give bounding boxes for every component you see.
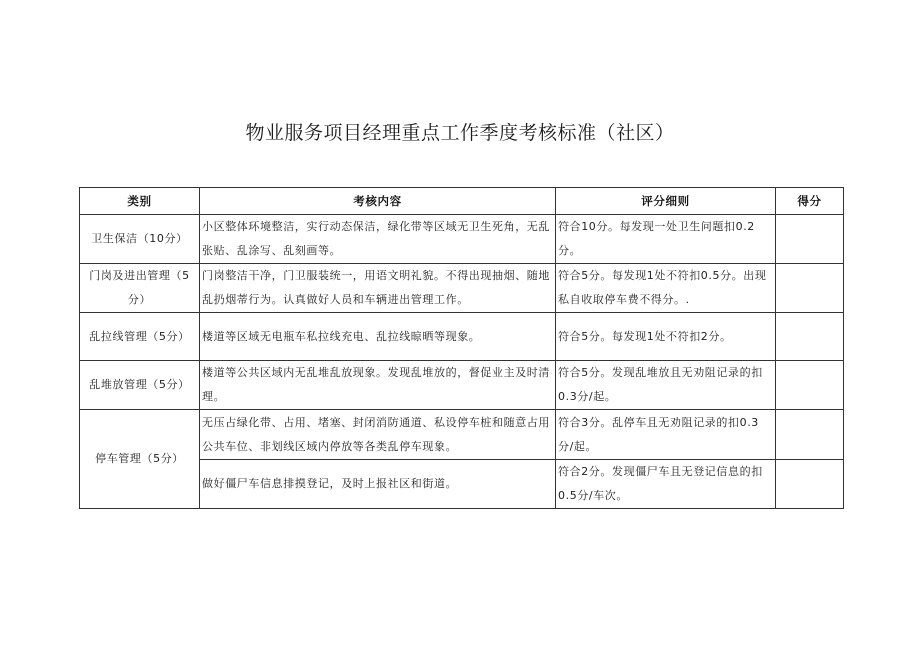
score-cell xyxy=(776,410,844,460)
score-cell xyxy=(776,361,844,410)
table-row xyxy=(80,313,844,361)
content-cell: 做好僵尸车信息排摸登记，及时上报社区和街道。 xyxy=(200,460,556,509)
category-cell: 门岗及进出管理（5分） xyxy=(80,264,200,313)
content-cell: 门岗整洁干净，门卫服装统一，用语文明礼貌。不得出现抽烟、随地乱扔烟蒂行为。认真做好人员和车辆进出管理工作。 xyxy=(200,264,556,313)
content-cell: 楼道等公共区域内无乱堆乱放现象。发现乱堆放的，督促业主及时清理。 xyxy=(200,361,556,410)
scoring-cell: 符合5分。发现乱堆放且无劝阻记录的扣0.3分/起。 xyxy=(556,361,776,410)
scoring-cell: 符合2分。发现僵尸车且无登记信息的扣0.5分/车次。 xyxy=(556,460,776,509)
header-content: 考核内容 xyxy=(200,188,556,215)
score-cell xyxy=(776,313,844,361)
assessment-table xyxy=(79,187,844,509)
scoring-cell: 符合5分。每发现1处不符扣0.5分。出现私自收取停车费不得分。. xyxy=(556,264,776,313)
table-row xyxy=(80,361,844,410)
category-cell: 乱拉线管理（5分） xyxy=(80,313,200,361)
score-cell xyxy=(776,460,844,509)
scoring-cell: 符合10分。每发现一处卫生问题扣0.2分。 xyxy=(556,215,776,264)
category-cell: 乱堆放管理（5分） xyxy=(80,361,200,410)
scoring-cell: 符合5分。每发现1处不符扣2分。 xyxy=(556,313,776,361)
header-score: 得分 xyxy=(776,188,844,215)
document-title: 物业服务项目经理重点工作季度考核标准（社区） xyxy=(245,122,675,144)
category-cell: 停车管理（5分） xyxy=(80,410,200,509)
score-cell xyxy=(776,264,844,313)
table-row xyxy=(80,215,844,264)
content-cell: 楼道等区域无电瓶车私拉线充电、乱拉线晾晒等现象。 xyxy=(200,313,556,361)
category-cell: 卫生保洁（10分） xyxy=(80,215,200,264)
header-scoring: 评分细则 xyxy=(556,188,776,215)
content-cell: 无压占绿化带、占用、堵塞、封闭消防通道、私设停车桩和随意占用公共车位、非划线区域内停放等各类乱停车现象。 xyxy=(200,410,556,460)
header-category: 类别 xyxy=(80,188,200,215)
table-row xyxy=(80,410,844,460)
table-header-row xyxy=(80,188,844,215)
scoring-cell: 符合3分。乱停车且无劝阻记录的扣0.3分/起。 xyxy=(556,410,776,460)
content-cell: 小区整体环境整洁，实行动态保洁，绿化带等区域无卫生死角，无乱张贴、乱涂写、乱刻画等。 xyxy=(200,215,556,264)
table-row xyxy=(80,264,844,313)
score-cell xyxy=(776,215,844,264)
